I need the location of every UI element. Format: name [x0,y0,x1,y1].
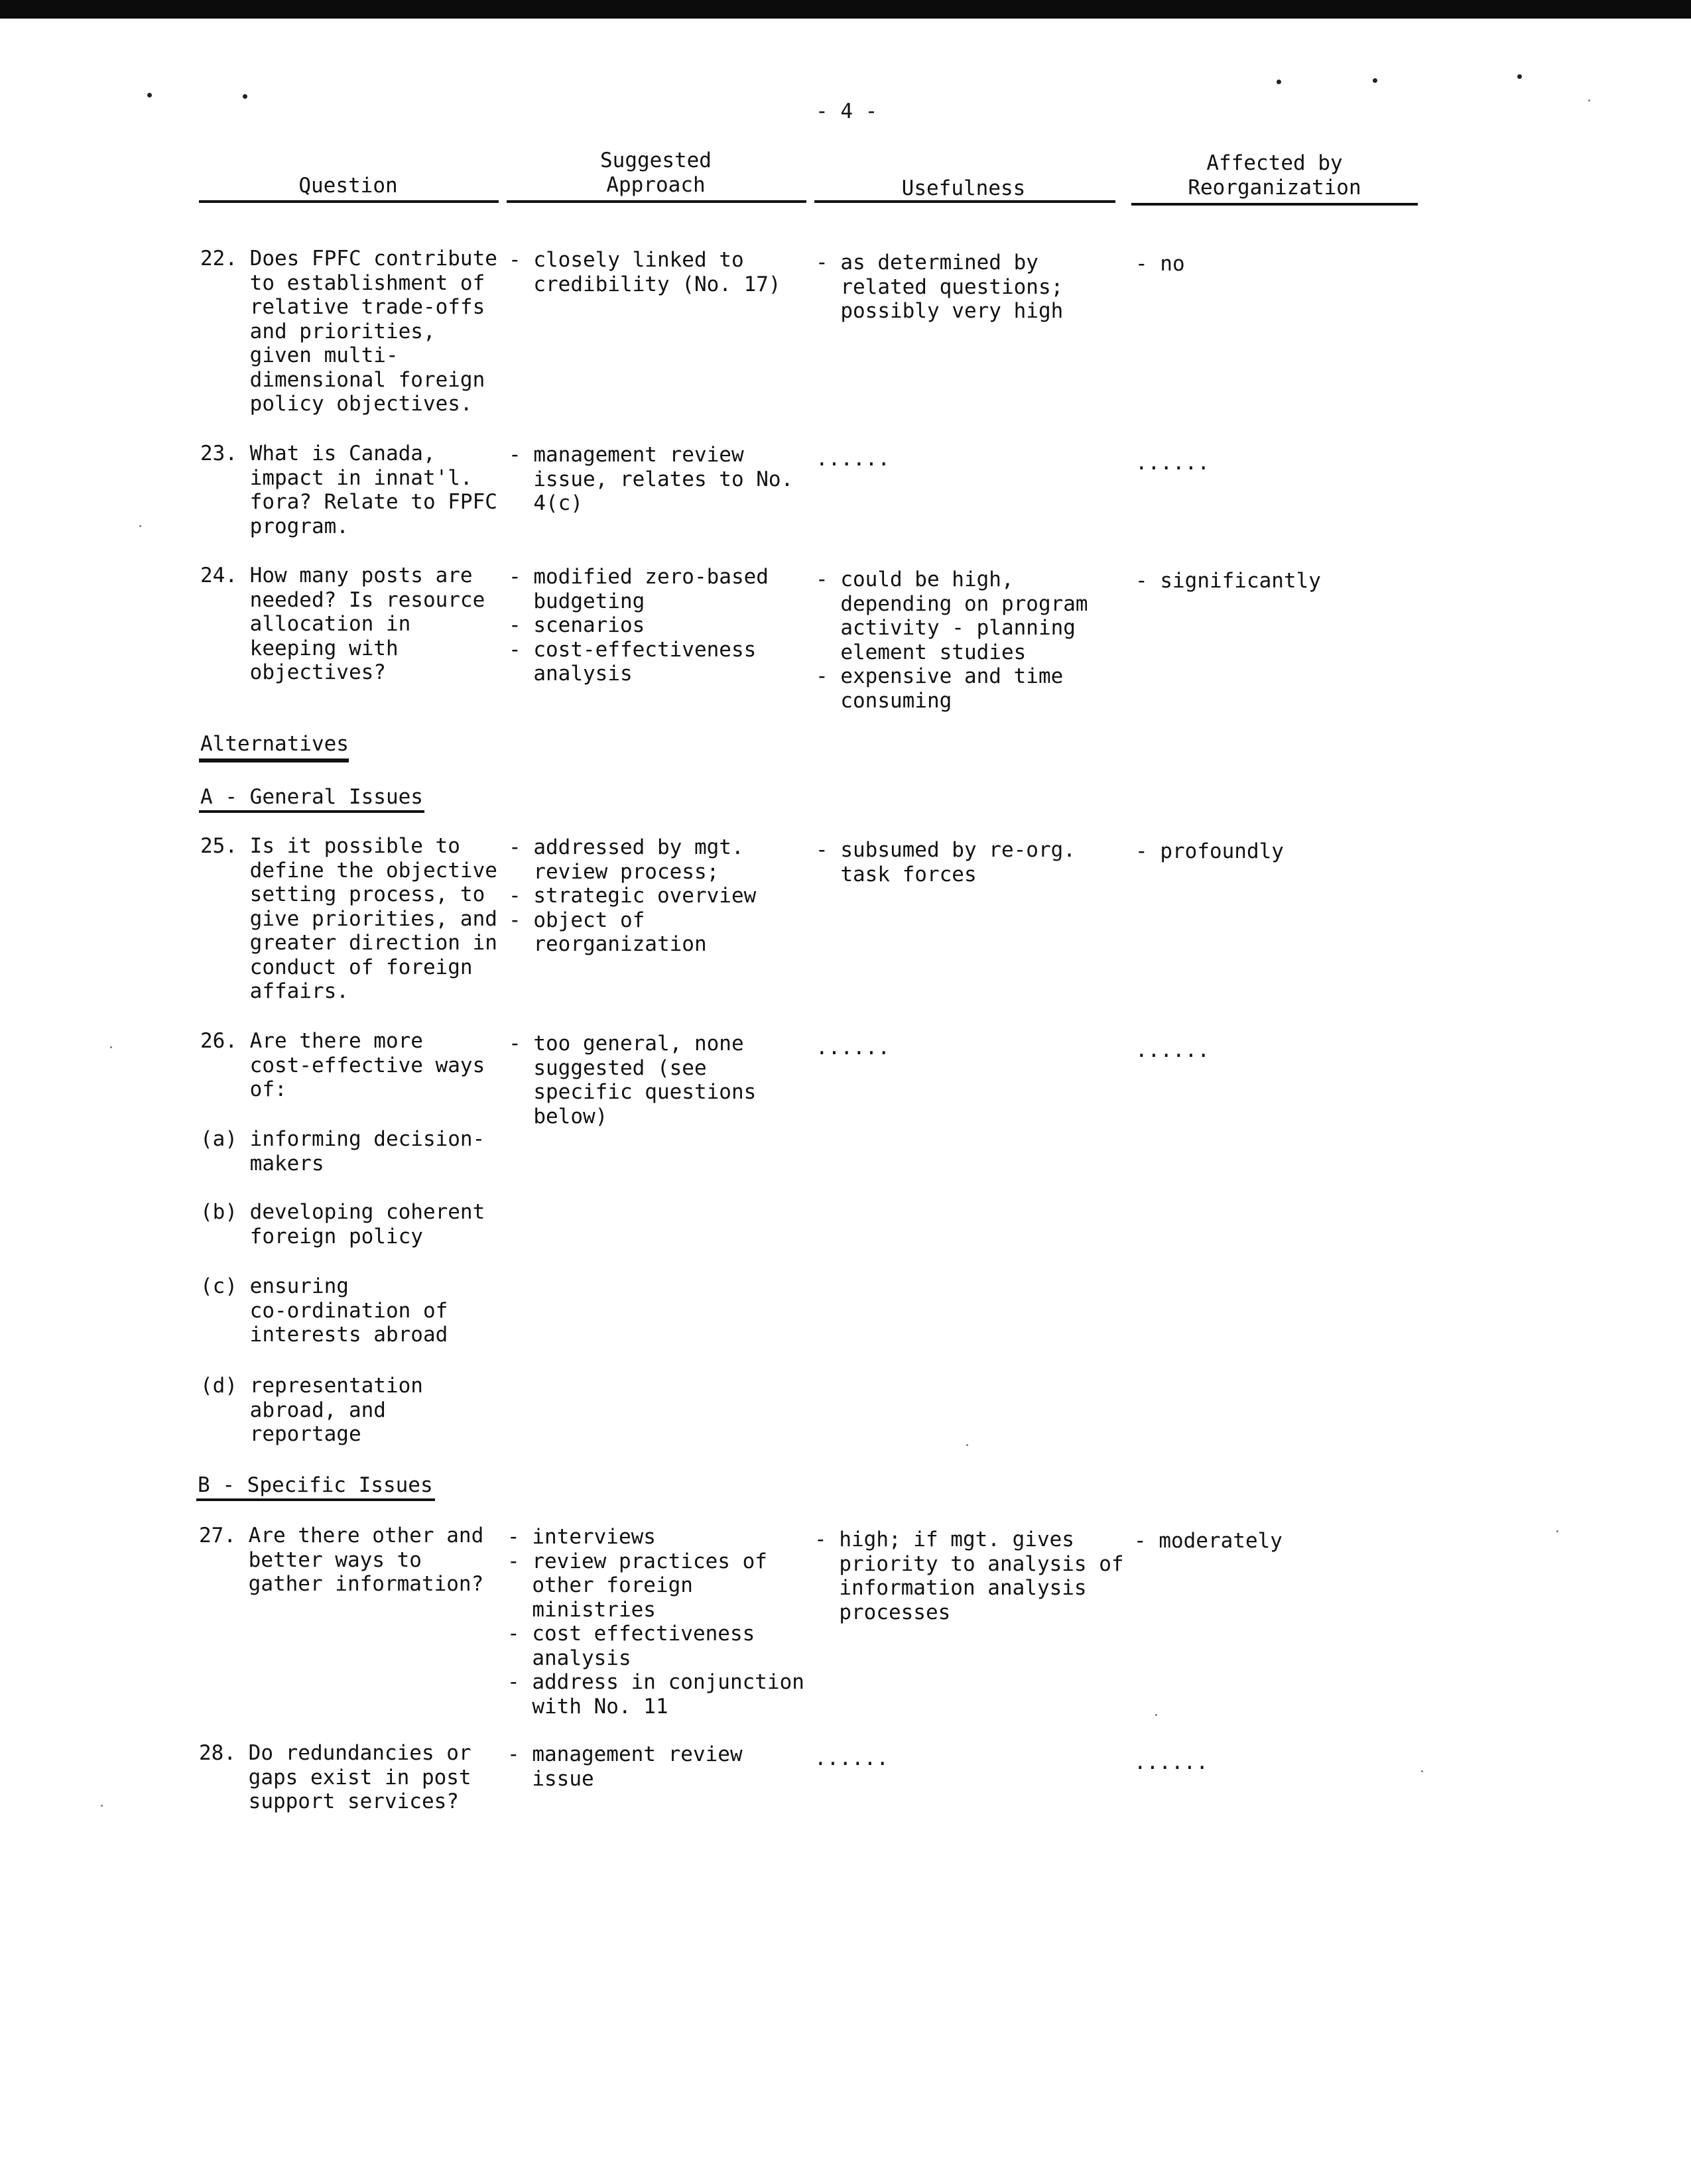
scan-speck [1421,1770,1423,1772]
section-heading-general-issues: A - General Issues [200,785,423,809]
scan-speck [1155,1714,1157,1716]
section-heading-alternatives: Alternatives [200,732,349,756]
affected-28: ...... [1134,1750,1208,1774]
usefulness-23: ...... [816,447,890,471]
column-header-approach-line1: Suggested [600,149,712,172]
header-rule-approach [507,200,806,203]
underline-general-issues [199,810,424,813]
column-header-usefulness [814,176,1113,201]
question-26-sub-a: (a) informing decision- makers [200,1127,485,1176]
column-header-approach-line2: Approach [606,172,706,197]
scan-speck [1373,78,1377,83]
question-25: 25. Is it possible to define the objective setting process, to give priorities, and greater direction in conduct of foreign affairs. [200,834,497,1003]
approach-26: - too general, none suggested (see specific questions below) [509,1032,757,1128]
affected-26: ...... [1135,1038,1210,1062]
usefulness-26: ...... [816,1036,890,1060]
usefulness-28: ...... [814,1746,889,1770]
column-header-affected [1131,151,1418,200]
header-rule-affected [1131,203,1418,206]
approach-24: - modified zero-based budgeting - scenarios - cost-effectiveness analysis [509,565,769,686]
section-heading-specific-issues: B - Specific Issues [198,1473,433,1497]
question-27: 27. Are there other and better ways to gather information? [199,1524,484,1596]
scan-speck [139,525,141,527]
question-26-sub-b: (b) developing coherent foreign policy [200,1200,485,1248]
column-header-affected-line1: Affected by [1206,151,1343,175]
scan-speck [243,94,247,99]
column-header-question [199,174,497,198]
scan-top-border [0,0,1691,19]
underline-specific-issues [196,1498,435,1501]
header-rule-question [199,200,499,203]
approach-28: - management review issue [507,1742,743,1791]
scan-speck [966,1444,968,1446]
scan-speck [1517,74,1522,79]
question-26: 26. Are there more cost-effective ways of: [200,1029,485,1101]
question-26-sub-c: (c) ensuring co-ordination of interests abroad [200,1274,448,1347]
affected-24: - significantly [1135,569,1321,593]
scan-speck [1588,99,1590,101]
affected-27: - moderately [1134,1529,1283,1553]
question-22: 22. Does FPFC contribute to establishment of relative trade-offs and priorities, given multi- dimensional foreign policy objectives. [200,247,497,416]
scan-speck [1556,1530,1558,1532]
underline-alternatives [199,758,349,762]
question-23: 23. What is Canada, impact in innat'l. fora? Relate to FPFC program. [200,442,497,538]
affected-23: ...... [1135,451,1210,475]
column-header-affected-line2: Reorganization [1188,175,1361,200]
scan-speck [147,93,152,97]
usefulness-24: - could be high, depending on program activity - planning element studies - expensive and time consuming [816,568,1088,713]
header-rule-usefulness [814,200,1115,203]
page-number: - 4 - [816,99,878,123]
approach-27: - interviews - review practices of other foreign ministries - cost effectiveness analysis - address in conjunction with No. 11 [507,1525,804,1719]
affected-22: - no [1135,252,1185,276]
column-header-question-label: Question [298,174,398,198]
affected-25: - profoundly [1135,839,1284,863]
scan-speck [101,1805,103,1807]
approach-22: - closely linked to credibility (No. 17) [509,248,781,296]
usefulness-25: - subsumed by re-org. task forces [816,838,1076,886]
usefulness-27: - high; if mgt. gives priority to analysis of information analysis processes [814,1528,1124,1624]
column-header-usefulness-label: Usefulness [901,176,1026,200]
question-24: 24. How many posts are needed? Is resource allocation in keeping with objectives? [200,564,485,684]
approach-25: - addressed by mgt. review process; - strategic overview - object of reorganization [509,835,757,956]
usefulness-22: - as determined by related questions; possibly very high [816,251,1064,323]
question-26-sub-d: (d) representation abroad, and reportage [200,1374,423,1446]
column-header-approach [507,149,805,197]
question-28: 28. Do redundancies or gaps exist in post support services? [199,1741,471,1813]
scan-speck [1277,80,1281,84]
scan-speck [110,1046,112,1048]
approach-23: - management review issue, relates to No. 4(c) [509,443,794,515]
